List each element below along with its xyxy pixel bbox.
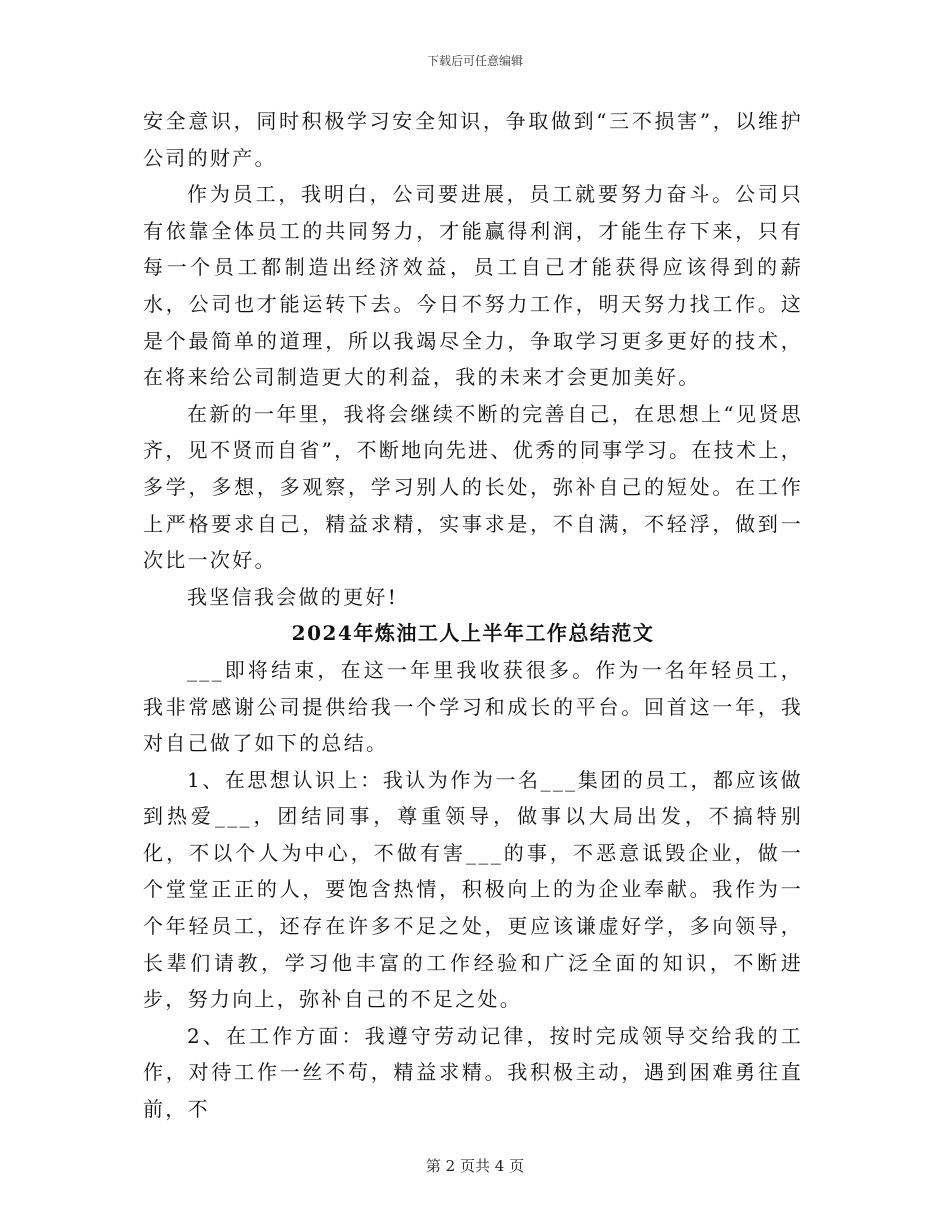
- paragraph-continuation: 安全意识，同时积极学习安全知识，争取做到“三不损害”，以维护公司的财产。: [143, 109, 803, 170]
- paragraph-thought: 1、在思想认识上：我认为作为一名___集团的员工，都应该做到热爱___，团结同事，尊重领导，做事以大局出发，不搞特别化，不以个人为中心，不做有害___的事，不恶意诋毁企业，做一个堂堂正正的人，要饱含热情，积极向上的为企业奉献。我作为一个年轻员工，还存在许多不足之处，更应该谦虚好学，多向领导，长辈们请教，学习他丰富的工作经验和广泛全面的知识，不断进步，努力向上，弥补自己的不足之处。: [143, 767, 803, 1012]
- paragraph-employee-effort: 作为员工，我明白，公司要进展，员工就要努力奋斗。公司只有依靠全体员工的共同努力，才能赢得利润，才能生存下来，只有每一个员工都制造出经济效益，员工自己才能获得应该得到的薪水，公司也才能运转下去。今日不努力工作，明天努力找工作。这是个最简单的道理，所以我竭尽全力，争取学习更多更好的技术，在将来给公司制造更大的利益，我的未来才会更加美好。: [143, 182, 803, 390]
- paragraph-confidence: 我坚信我会做的更好!: [187, 584, 399, 609]
- paragraph-work: 2、在工作方面：我遵守劳动记律，按时完成领导交给我的工作，对待工作一丝不苟，精益求精。我积极主动，遇到困难勇往直前，不: [143, 1023, 803, 1122]
- document-title: 2024年炼油工人上半年工作总结范文: [291, 621, 655, 646]
- paragraph-new-year-plan: 在新的一年里，我将会继续不断的完善自己，在思想上“见贤思齐，见不贤而自省”，不断地向先进、优秀的同事学习。在技术上，多学，多想，多观察，学习别人的长处，弥补自己的短处。在工作上严格要求自己，精益求精，实事求是，不自满，不轻浮，做到一次比一次好。: [143, 401, 803, 573]
- page-footer: 第 2 页共 4 页: [425, 1157, 525, 1175]
- document-body: [143, 103, 803, 1128]
- paragraph-intro: ___即将结束，在这一年里我收获很多。作为一名年轻员工，我非常感谢公司提供给我一个学习和成长的平台。回首这一年，我对自己做了如下的总结。: [143, 657, 803, 756]
- page-header: 下载后可任意编辑: [426, 54, 523, 68]
